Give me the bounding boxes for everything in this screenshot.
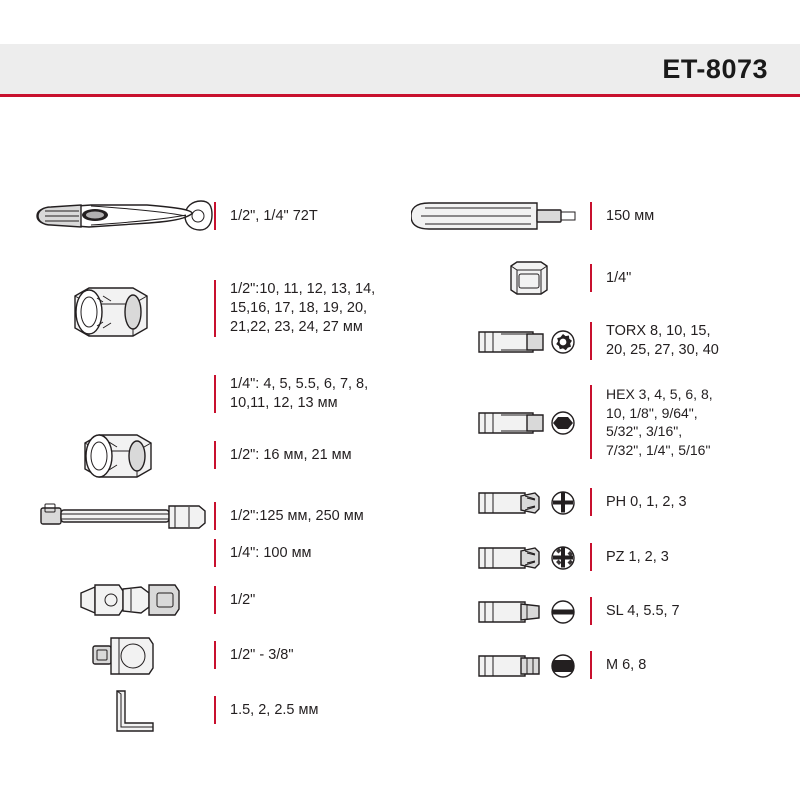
list-item (410, 586, 790, 636)
list-item-line: 5/32", 3/16", (606, 423, 683, 439)
torx-bit-icon (410, 316, 590, 366)
phillips-bit-icon (410, 479, 590, 525)
universal-joint-icon (34, 575, 214, 625)
socket-quarter-inch-label-group (214, 375, 368, 413)
list-item-line: 1/2": 16 мм, 21 мм (230, 446, 352, 463)
model-number: ET-8073 (662, 53, 768, 84)
slotted-bit-icon (410, 588, 590, 634)
list-item-line: 10, 1/8", 9/64", (606, 404, 698, 421)
list-item-line: 7/32", 1/4", 5/16" (606, 441, 711, 458)
slotted-bit-label-group (590, 597, 680, 625)
list-item-line: M 6, 8 (606, 656, 647, 673)
pozidriv-bit-label-group (590, 543, 669, 571)
list-item-line: 150 мм (606, 207, 655, 224)
list-item-line: 1/2" - 3/8" (230, 646, 294, 663)
list-item (34, 426, 414, 484)
hex-bit-icon (410, 397, 590, 447)
bit-adapter-label-group (590, 264, 631, 292)
list-item (34, 684, 414, 736)
list-item (34, 574, 414, 626)
ratchet-handle-icon (34, 193, 214, 239)
list-item (410, 640, 790, 690)
spark-plug-socket-icon (34, 427, 214, 483)
list-item (34, 252, 414, 364)
list-item (410, 476, 790, 528)
torx-bit-label-group (590, 322, 719, 360)
spline-bit-label-group (590, 651, 646, 679)
list-item-line: PH 0, 1, 2, 3 (606, 493, 687, 510)
right-item-column (410, 190, 790, 690)
list-item (410, 190, 790, 242)
adapter-icon (34, 631, 214, 679)
list-item-line: 1/4" (606, 269, 632, 286)
list-item (410, 374, 790, 470)
extension-bar-small-label-group (214, 539, 312, 567)
phillips-bit-label-group (590, 488, 687, 516)
bit-adapter-icon (410, 254, 590, 302)
extension-bar-label-group (214, 502, 364, 530)
hex-key-label-group (214, 696, 318, 724)
socket-half-inch-label-group (214, 280, 375, 337)
list-item-line: 1/2" (230, 591, 256, 608)
list-item-line: 1/2":10, 11, 12, 13, 14, (230, 280, 376, 297)
list-item-line: 1/4": 100 мм (230, 544, 312, 561)
pozidriv-bit-icon (410, 534, 590, 580)
bit-holder-handle-label-group (590, 202, 654, 230)
ratchet-label-group (214, 202, 318, 230)
list-item-line: 20, 25, 27, 30, 40 (606, 342, 719, 358)
extension-bar-icon (34, 494, 214, 538)
list-item-line: SL 4, 5.5, 7 (606, 602, 680, 619)
adapter-label-group (214, 641, 294, 669)
spline-bit-icon (410, 642, 590, 688)
list-item (410, 252, 790, 304)
list-item-line: 21,22, 23, 24, 27 мм (230, 318, 363, 335)
list-item-line: TORX 8, 10, 15, (606, 323, 711, 339)
list-item (34, 538, 414, 568)
list-item (34, 190, 414, 242)
list-item (34, 366, 414, 422)
left-item-column (34, 190, 414, 736)
list-item-line: 1.5, 2, 2.5 мм (230, 701, 319, 718)
list-item-line: 1/2":125 мм, 250 мм (230, 507, 364, 524)
list-item (34, 630, 414, 680)
list-item (34, 494, 414, 538)
header-accent-rule (0, 94, 800, 97)
list-item (410, 312, 790, 370)
hex-key-icon (34, 685, 214, 735)
list-item-line: 10,11, 12, 13 мм (230, 395, 338, 411)
list-item-line: 1/4": 4, 5, 5.5, 6, 7, 8, (230, 376, 369, 392)
bit-holder-handle-icon (410, 193, 590, 239)
list-item-line: PZ 1, 2, 3 (606, 548, 669, 565)
list-item-line: 1/2", 1/4" 72T (230, 207, 318, 224)
universal-joint-label-group (214, 586, 255, 614)
hex-bit-label-group (590, 385, 713, 459)
header-bar (0, 44, 800, 94)
socket-icon (34, 254, 214, 362)
list-item (410, 532, 790, 582)
spark-plug-socket-label-group (214, 441, 352, 469)
list-item-line: HEX 3, 4, 5, 6, 8, (606, 386, 713, 402)
list-item-line: 15,16, 17, 18, 19, 20, (230, 299, 368, 316)
